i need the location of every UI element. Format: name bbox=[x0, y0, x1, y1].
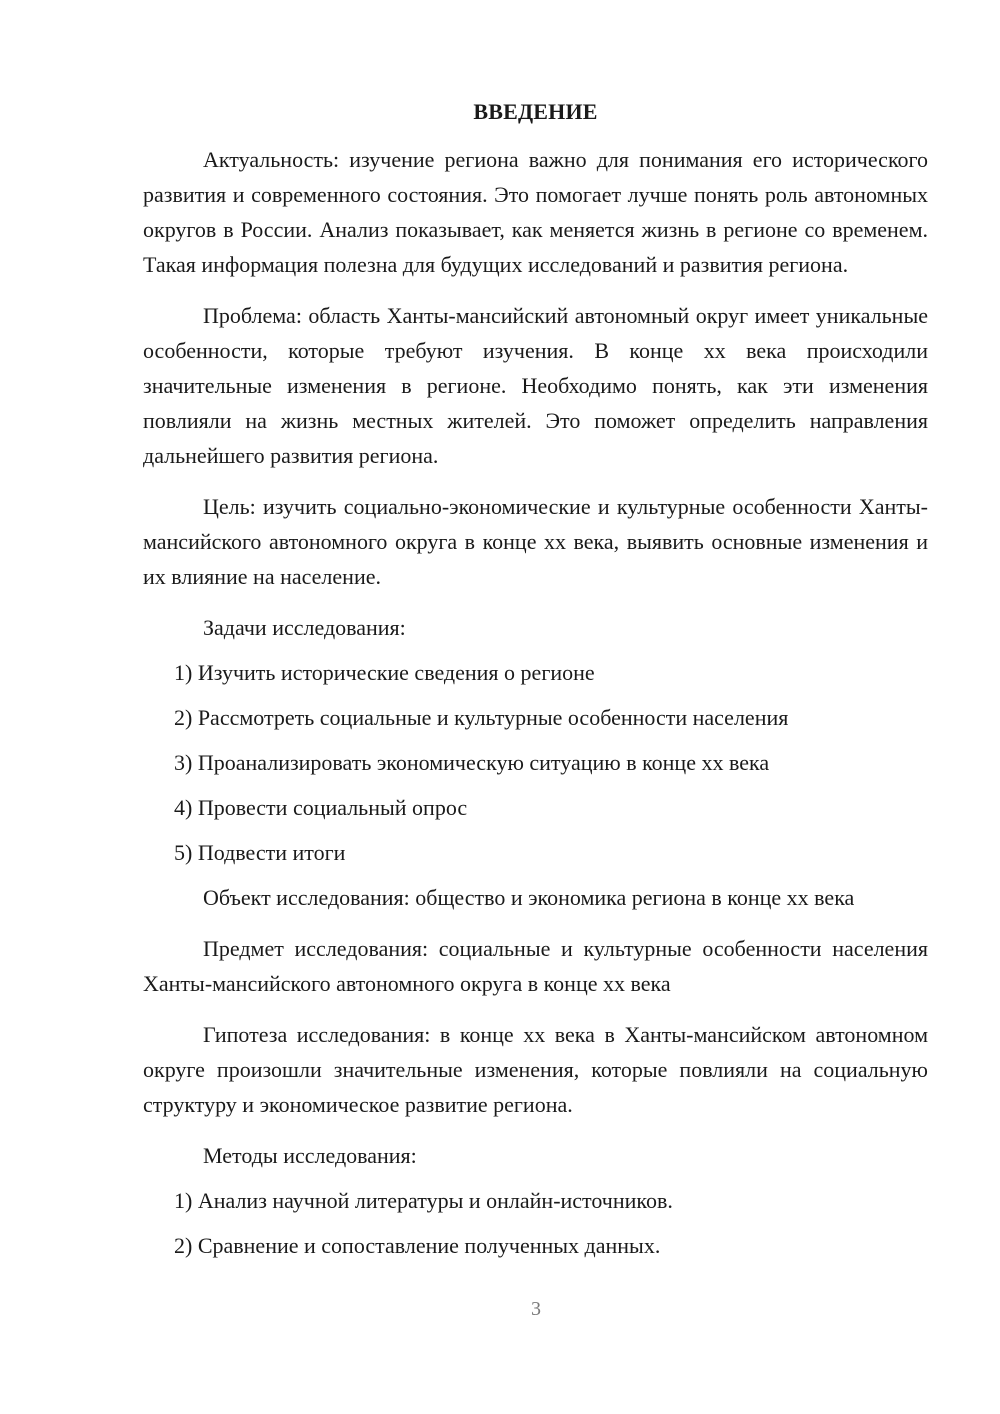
relevance-paragraph: Актуальность: изучение региона важно для понимания его исторического развития и современного состояния. Это помогает лучше понять роль автономных округов в России. Анализ показывает, как меняется жизнь в регионе со временем. Такая информация полезна для будущих исследований и развития региона. bbox=[143, 147, 928, 277]
methods-heading: Методы исследования: bbox=[203, 1143, 417, 1168]
section-title: ВВЕДЕНИЕ bbox=[473, 99, 598, 124]
subject-paragraph: Предмет исследования: социальные и культурные особенности населения Ханты-мансийского автономного округа в конце хх века bbox=[143, 936, 928, 996]
tasks-heading: Задачи исследования: bbox=[203, 615, 406, 640]
hypothesis-paragraph: Гипотеза исследования: в конце хх века в Ханты-мансийском автономном округе произошли значительные изменения, которые повлияли на социальную структуру и экономическое развитие региона. bbox=[143, 1022, 928, 1117]
object-paragraph: Объект исследования: общество и экономика региона в конце хх века bbox=[203, 885, 855, 910]
method-item: 2) Сравнение и сопоставление полученных данных. bbox=[174, 1233, 661, 1258]
task-item: 4) Провести социальный опрос bbox=[174, 795, 468, 820]
task-item: 3) Проанализировать экономическую ситуацию в конце хх века bbox=[174, 750, 770, 775]
goal-paragraph: Цель: изучить социально-экономические и культурные особенности Ханты-мансийского автономного округа в конце хх века, выявить основные изменения и их влияние на население. bbox=[143, 494, 928, 589]
method-item: 1) Анализ научной литературы и онлайн-источников. bbox=[174, 1188, 673, 1213]
problem-paragraph: Проблема: область Ханты-мансийский автономный округ имеет уникальные особенности, которые требуют изучения. В конце хх века происходили значительные изменения в регионе. Необходимо понять, как эти изменения повлияли на жизнь местных жителей. Это поможет определить направления дальнейшего развития региона. bbox=[143, 303, 928, 468]
page-content bbox=[143, 97, 928, 1273]
page-number: 3 bbox=[531, 1298, 541, 1320]
tasks-list bbox=[143, 655, 928, 870]
task-item: 2) Рассмотреть социальные и культурные особенности населения bbox=[174, 705, 789, 730]
methods-list bbox=[143, 1183, 928, 1263]
task-item: 1) Изучить исторические сведения о регионе bbox=[174, 660, 595, 685]
task-item: 5) Подвести итоги bbox=[174, 840, 346, 865]
